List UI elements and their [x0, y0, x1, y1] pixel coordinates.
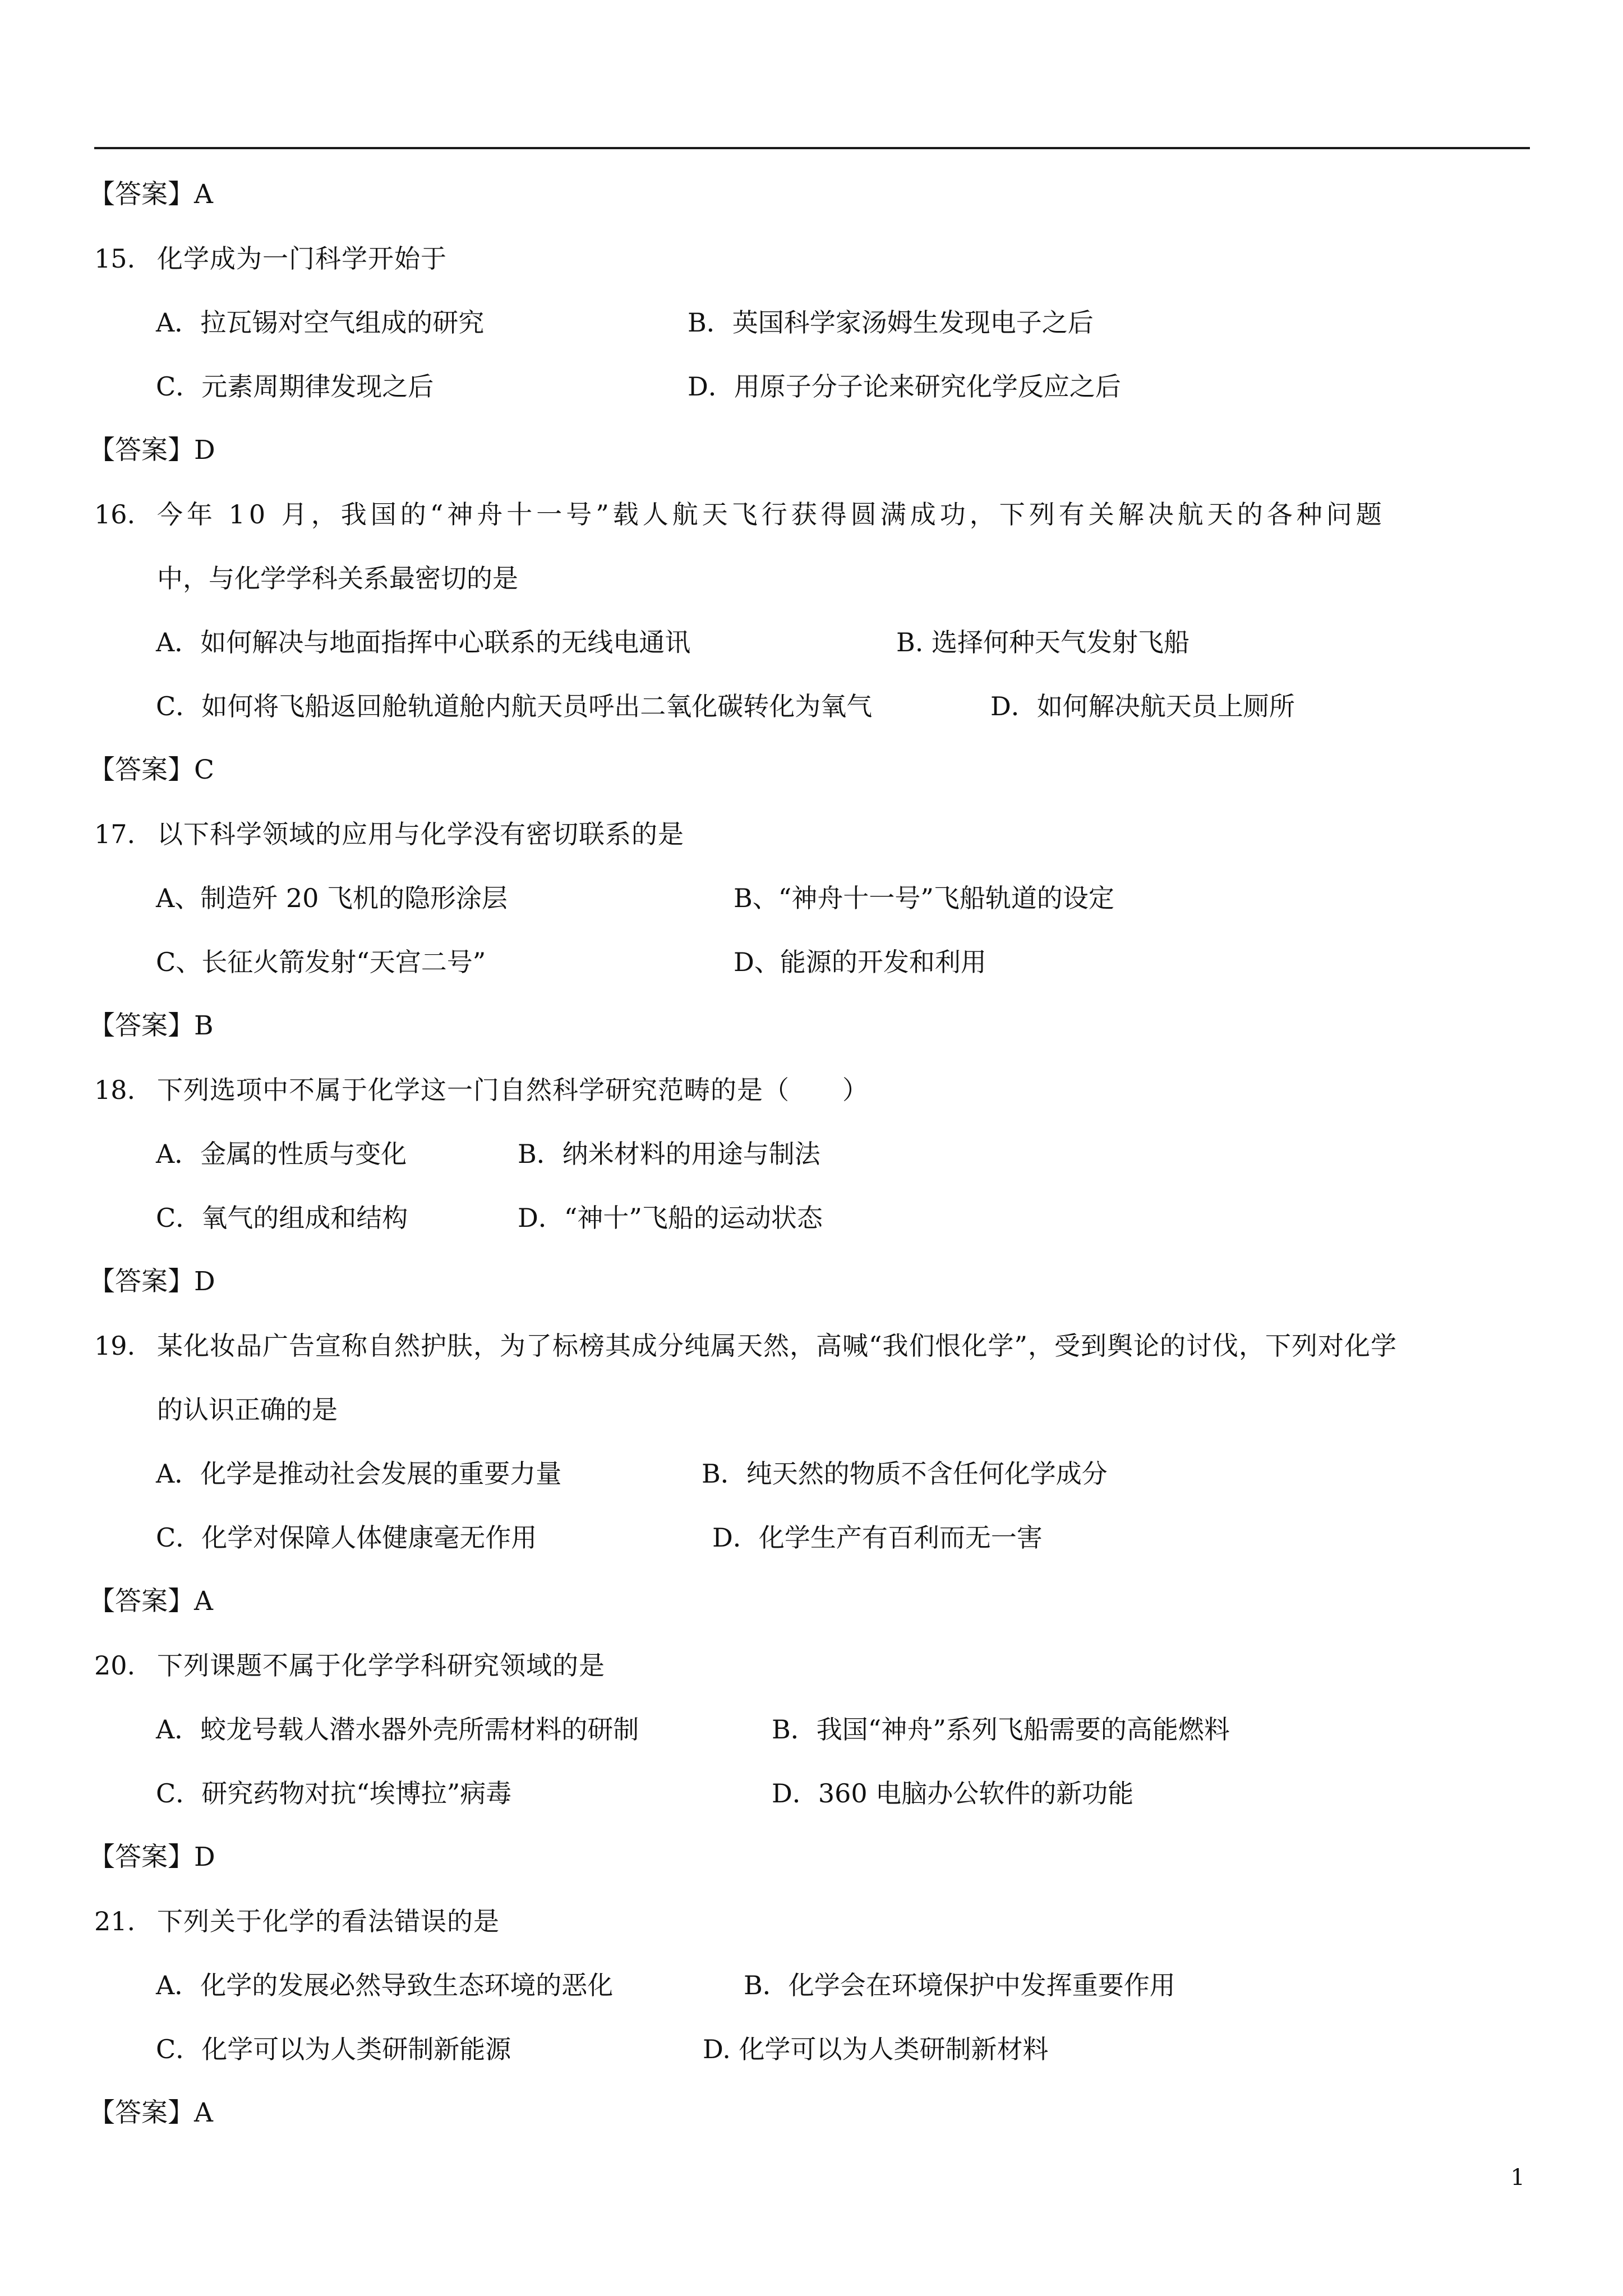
option-b: B．纳米材料的用途与制法 [518, 1139, 820, 1169]
question-19 [94, 1314, 1530, 1378]
options-row [94, 1506, 1530, 1570]
options-row [94, 866, 1530, 930]
option-c: C．化学对保障人体健康毫无作用 [156, 1522, 537, 1553]
option-a: A．如何解决与地面指挥中心联系的无线电通讯 [156, 627, 691, 657]
options-row [94, 674, 1530, 738]
question-text: 今年 10 月，我国的“神舟十一号”载人航天飞行获得圆满成功，下列有关解决航天的各种问题 [157, 499, 1386, 530]
option-a: A．蛟龙号载人潜水器外壳所需材料的研制 [156, 1714, 639, 1745]
question-number: 16. [94, 499, 136, 530]
question-text: 下列关于化学的看法错误的是 [157, 1906, 500, 1936]
page-number: 1 [1510, 2165, 1525, 2191]
question-number: 15. [94, 243, 136, 274]
options-row [94, 1122, 1530, 1186]
question-text: 下列课题不属于化学学科研究领域的是 [157, 1650, 605, 1681]
options-row [94, 2017, 1530, 2081]
question-20 [94, 1634, 1530, 1697]
question-number: 17. [94, 819, 136, 849]
option-c: C．研究药物对抗“埃博拉”病毒 [156, 1778, 512, 1809]
question-text: 下列选项中不属于化学这一门自然科学研究范畴的是（ ） [157, 1075, 869, 1105]
option-a: A．化学是推动社会发展的重要力量 [156, 1458, 562, 1489]
option-c: C．元素周期律发现之后 [156, 371, 434, 402]
option-b: B．我国“神舟”系列飞船需要的高能燃料 [772, 1714, 1230, 1745]
options-row [94, 610, 1530, 674]
option-d: D. 化学可以为人类研制新材料 [703, 2034, 1049, 2064]
option-b: B．化学会在环境保护中发挥重要作用 [744, 1970, 1175, 2000]
option-c: C、长征火箭发射“天宫二号” [156, 947, 486, 977]
answer-line: 【答案】B [89, 1010, 214, 1041]
header-rule [94, 147, 1530, 149]
option-a: A．拉瓦锡对空气组成的研究 [156, 307, 485, 338]
answer-line: 【答案】D [89, 1842, 215, 1872]
answer-line: 【答案】A [89, 1586, 213, 1617]
answer-line: 【答案】D [89, 435, 215, 466]
question-number: 21. [94, 1906, 136, 1936]
question-continuation: 的认识正确的是 [157, 1395, 338, 1425]
question-17 [94, 802, 1530, 866]
question-text: 化学成为一门科学开始于 [157, 243, 447, 274]
question-continuation: 中，与化学学科关系最密切的是 [157, 563, 518, 593]
options-row [94, 1697, 1530, 1761]
options-row [94, 1186, 1530, 1250]
option-b: B、“神舟十一号”飞船轨道的设定 [734, 883, 1114, 913]
option-b: B. 选择何种天气发射飞船 [896, 627, 1190, 657]
options-row [94, 291, 1530, 355]
question-text: 以下科学领域的应用与化学没有密切联系的是 [157, 819, 684, 849]
option-d: D、能源的开发和利用 [734, 947, 986, 977]
question-18 [94, 1058, 1530, 1122]
options-row [94, 1761, 1530, 1825]
option-d: D．360 电脑办公软件的新功能 [772, 1778, 1134, 1809]
options-row [94, 355, 1530, 418]
question-16 [94, 482, 1530, 546]
question-text: 某化妆品广告宣称自然护肤，为了标榜其成分纯属天然，高喊“我们恨化学”，受到舆论的讨伐，下列对化学 [157, 1331, 1398, 1361]
options-row [94, 930, 1530, 994]
option-d: D．化学生产有百利而无一害 [712, 1522, 1043, 1553]
document-body [89, 163, 1530, 2145]
option-d: D．如何解决航天员上厕所 [990, 691, 1295, 721]
option-c: C．氧气的组成和结构 [156, 1203, 408, 1233]
question-number: 18. [94, 1075, 136, 1105]
option-c: C．如何将飞船返回舱轨道舱内航天员呼出二氧化碳转化为氧气 [156, 691, 873, 721]
answer-line: 【答案】D [89, 1266, 215, 1297]
option-b: B．英国科学家汤姆生发现电子之后 [688, 307, 1094, 338]
options-row [94, 1442, 1530, 1506]
option-d: D．“神十”飞船的运动状态 [518, 1203, 823, 1233]
answer-line: 【答案】C [89, 754, 214, 785]
option-d: D．用原子分子论来研究化学反应之后 [688, 371, 1121, 402]
option-a: A．化学的发展必然导致生态环境的恶化 [156, 1970, 614, 2000]
option-c: C．化学可以为人类研制新能源 [156, 2034, 511, 2064]
question-number: 20. [94, 1650, 136, 1681]
answer-line: 【答案】A [89, 2097, 213, 2128]
option-a: A、制造歼 20 飞机的隐形涂层 [156, 883, 508, 913]
question-number: 19. [94, 1331, 136, 1361]
question-15 [94, 227, 1530, 291]
answer-line: 【答案】A [89, 179, 213, 210]
options-row [94, 1953, 1530, 2017]
question-21 [94, 1889, 1530, 1953]
option-a: A．金属的性质与变化 [156, 1139, 407, 1169]
option-b: B．纯天然的物质不含任何化学成分 [702, 1458, 1108, 1489]
